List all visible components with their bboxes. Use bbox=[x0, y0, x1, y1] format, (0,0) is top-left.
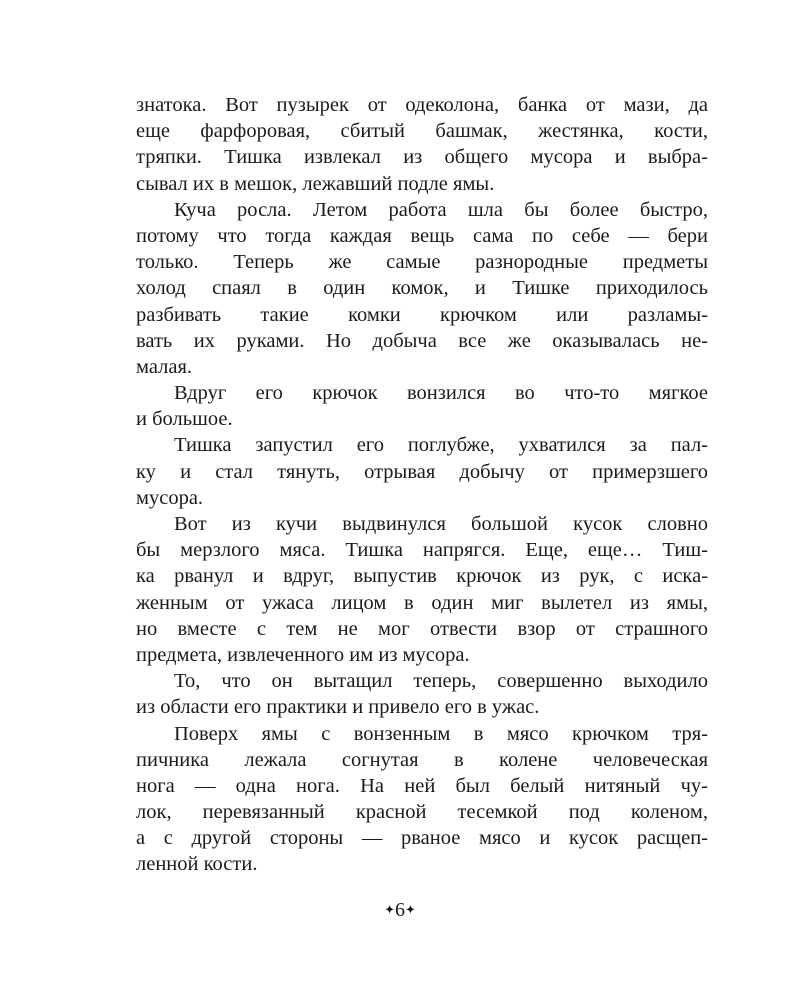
ornament-right-icon: ✦ bbox=[405, 902, 416, 917]
text-line: То, что он вытащил теперь, совершенно выходило bbox=[174, 670, 708, 693]
text-line: сывал их в мешок, лежавший подле ямы. bbox=[136, 172, 495, 195]
text-line: тряпки. Тишка извлекал из общего мусора и выбра- bbox=[136, 146, 708, 169]
text-line: предмета, извлеченного им из мусора. bbox=[136, 643, 470, 666]
text-line: еще фарфоровая, сбитый башмак, жестянка, кости, bbox=[136, 120, 708, 143]
text-line: и большое. bbox=[136, 408, 233, 431]
text-line: Поверх ямы с вонзенным в мясо крючком тря- bbox=[174, 722, 708, 745]
text-line: Вдруг его крючок вонзился во что-то мягкое bbox=[174, 382, 708, 405]
text-line: бы мерзлого мяса. Тишка напрягся. Еще, еще… Тиш- bbox=[136, 539, 708, 562]
text-line: лок, перевязанный красной тесемкой под коленом, bbox=[136, 801, 708, 824]
page-number: 6 bbox=[395, 899, 405, 921]
text-line: разбивать такие комки крючком или разламы- bbox=[136, 303, 708, 326]
text-line: ленной кости. bbox=[136, 853, 258, 876]
text-line: ку и стал тянуть, отрывая добычу от примерзшего bbox=[136, 460, 708, 483]
text-line: нога — одна нога. На ней был белый нитяный чу- bbox=[136, 774, 708, 797]
page-body-text bbox=[136, 92, 708, 878]
text-line: только. Теперь же самые разнородные предметы bbox=[136, 251, 708, 274]
text-line: пичника лежала согнутая в колене человеческая bbox=[136, 748, 708, 771]
text-line: Куча росла. Летом работа шла бы более быстро, bbox=[174, 198, 708, 221]
text-line: женным от ужаса лицом в один миг вылетел из ямы, bbox=[136, 591, 708, 614]
text-line: ка рванул и вдруг, выпустив крючок из рук, с иска- bbox=[136, 565, 708, 588]
text-line: а с другой стороны — рваное мясо и кусок расщеп- bbox=[136, 827, 708, 850]
text-line: из области его практики и привело его в ужас. bbox=[136, 696, 540, 719]
text-line: знатока. Вот пузырек от одеколона, банка от мази, да bbox=[136, 94, 708, 116]
text-line: вать их руками. Но добыча все же оказывалась не- bbox=[136, 329, 708, 352]
text-line: малая. bbox=[136, 355, 192, 378]
text-line: но вместе с тем не мог отвести взор от страшного bbox=[136, 617, 708, 640]
text-line: мусора. bbox=[136, 486, 204, 509]
text-line: потому что тогда каждая вещь сама по себе — бери bbox=[136, 224, 708, 247]
text-line: холод спаял в один комок, и Тишке приходилось bbox=[136, 277, 708, 300]
text-line: Вот из кучи выдвинулся большой кусок словно bbox=[174, 513, 708, 535]
ornament-left-icon: ✦ bbox=[384, 902, 395, 917]
text-line: Тишка запустил его поглубже, ухватился за пал- bbox=[174, 434, 708, 457]
page-number-footer bbox=[0, 897, 800, 925]
